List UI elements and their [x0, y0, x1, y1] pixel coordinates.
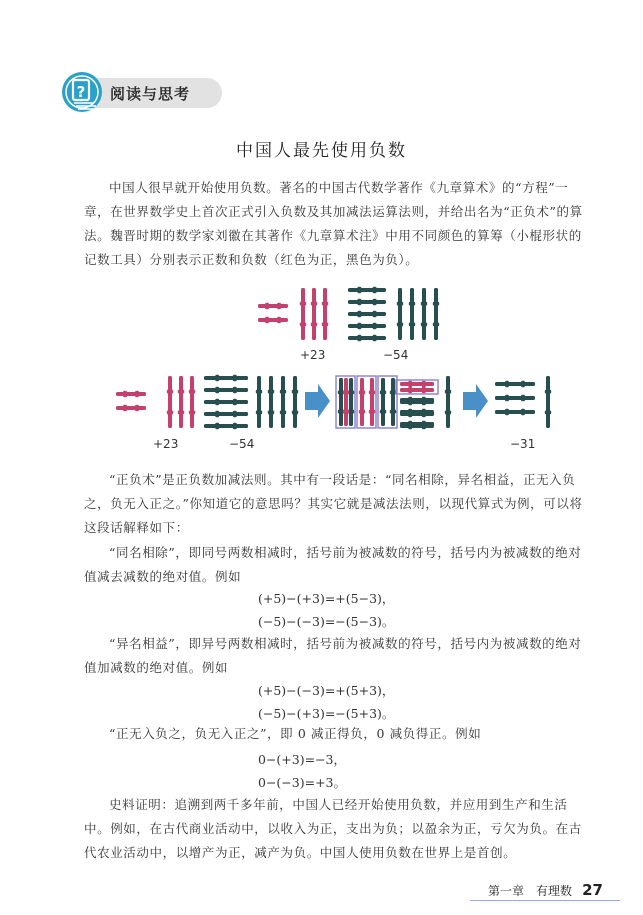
black-rod: [380, 378, 386, 426]
black-rod: [348, 311, 386, 317]
black-rod: [338, 378, 344, 426]
paragraph-same-sign: “同名相除”，即同号两数相减时，括号前为被减数的符号，括号内为被减数的绝对值减去减数的绝对值。例如: [84, 545, 582, 584]
page-number: 27: [582, 881, 603, 899]
paragraph-diff-sign: “异名相益”，即异号两数相减时，括号前为被减数的符号，括号内为被减数的绝对值加减数的绝对值。例如: [84, 636, 582, 675]
black-rod: [204, 411, 248, 417]
paragraph-zero: “正无入负之，负无入正之”，即 0 减正得负，0 减负得正。例如: [109, 726, 482, 741]
black-rod: [204, 423, 248, 429]
red-rod: [116, 391, 146, 397]
footer-chapter: 第一章 有理数: [487, 884, 572, 898]
red-rod: [178, 376, 184, 428]
label-bottom-result: −31: [510, 437, 536, 451]
black-rod: [545, 376, 551, 428]
paragraph-history: 史料证明：追溯到两千多年前，中国人已经开始使用负数，并应用到生产和生活中。例如，在古代商业活动中，以收入为正，支出为负；以盈余为正，亏欠为负。在古代农业活动中，以增产为正，减产为负。中国人使用负数在世界上是首创。: [84, 797, 582, 860]
black-rod: [348, 323, 386, 329]
red-rod: [116, 405, 146, 411]
red-rod: [258, 317, 288, 323]
red-rod: [300, 288, 306, 340]
black-rod: [268, 376, 274, 428]
black-rod: [409, 288, 415, 340]
svg-text:?: ?: [76, 83, 86, 101]
black-rod: [397, 288, 403, 340]
red-rod: [359, 378, 365, 426]
black-rod: [204, 375, 248, 381]
equation-diff-2: (−5)−(+3)=−(5+3)。: [258, 706, 395, 721]
black-rod: [390, 378, 396, 426]
label-bottom-positive: +23: [153, 437, 179, 451]
black-rod: [280, 376, 286, 428]
black-rod: [348, 299, 386, 305]
label-bottom-negative: −54: [229, 437, 255, 451]
black-rod: [204, 399, 248, 405]
black-rod: [292, 376, 298, 428]
black-rod: [204, 387, 248, 393]
equation-zero-2: 0−(−3)=+3。: [258, 775, 347, 790]
black-rod: [495, 395, 535, 401]
red-rod: [369, 378, 375, 426]
red-rod: [167, 376, 173, 428]
arrow-icon: [463, 384, 488, 418]
black-rod: [348, 335, 386, 341]
footer-rule: [470, 900, 620, 901]
equation-diff-1: (+5)−(−3)=+(5+3)，: [258, 683, 395, 698]
red-rod: [311, 288, 317, 340]
red-rod: [322, 288, 328, 340]
red-rod: [400, 387, 434, 393]
black-rod: [445, 376, 451, 428]
red-rod: [400, 381, 434, 387]
black-rod: [348, 287, 386, 293]
red-rod: [343, 378, 349, 426]
black-rod: [495, 381, 535, 387]
black-rod: [348, 378, 354, 426]
red-rod: [258, 303, 288, 309]
label-top-negative: −54: [383, 348, 409, 362]
page-title: 中国人最先使用负数: [236, 141, 407, 161]
banner-label: 阅读与思考: [110, 85, 191, 103]
paragraph-rule: “正负术”是正负数加减法则。其中有一段话是：“同名相除，异名相益，正无入负之，负无入正之。”你知道它的意思吗？其实它就是减法法则，以现代算式为例，可以将这段话解释如下：: [84, 472, 583, 535]
equation-same-1: (+5)−(+3)=+(5−3)，: [258, 591, 395, 606]
black-rod: [421, 288, 427, 340]
black-rod: [433, 288, 439, 340]
paragraph-intro: 中国人很早就开始使用负数。著名的中国古代数学著作《九章算术》的“方程”一章，在世界数学史上首次正式引入负数及其加减法运算法则，并给出名为“正负术”的算法。魏晋时期的数学家刘徽在其著作《九章算术注》中用不同颜色的算筹（小棍形状的记数工具）分别表示正数和负数（红色为正，黑色为负）。: [84, 180, 583, 267]
arrow-icon: [305, 384, 330, 418]
equation-same-2: (−5)−(−3)=−(5−3)。: [258, 614, 395, 629]
black-rod: [495, 409, 535, 415]
black-rod: [256, 376, 262, 428]
red-rod: [189, 376, 195, 428]
label-top-positive: +23: [300, 348, 326, 362]
equation-zero-1: 0−(+3)=−3，: [258, 752, 347, 767]
page-footer: [488, 881, 603, 899]
